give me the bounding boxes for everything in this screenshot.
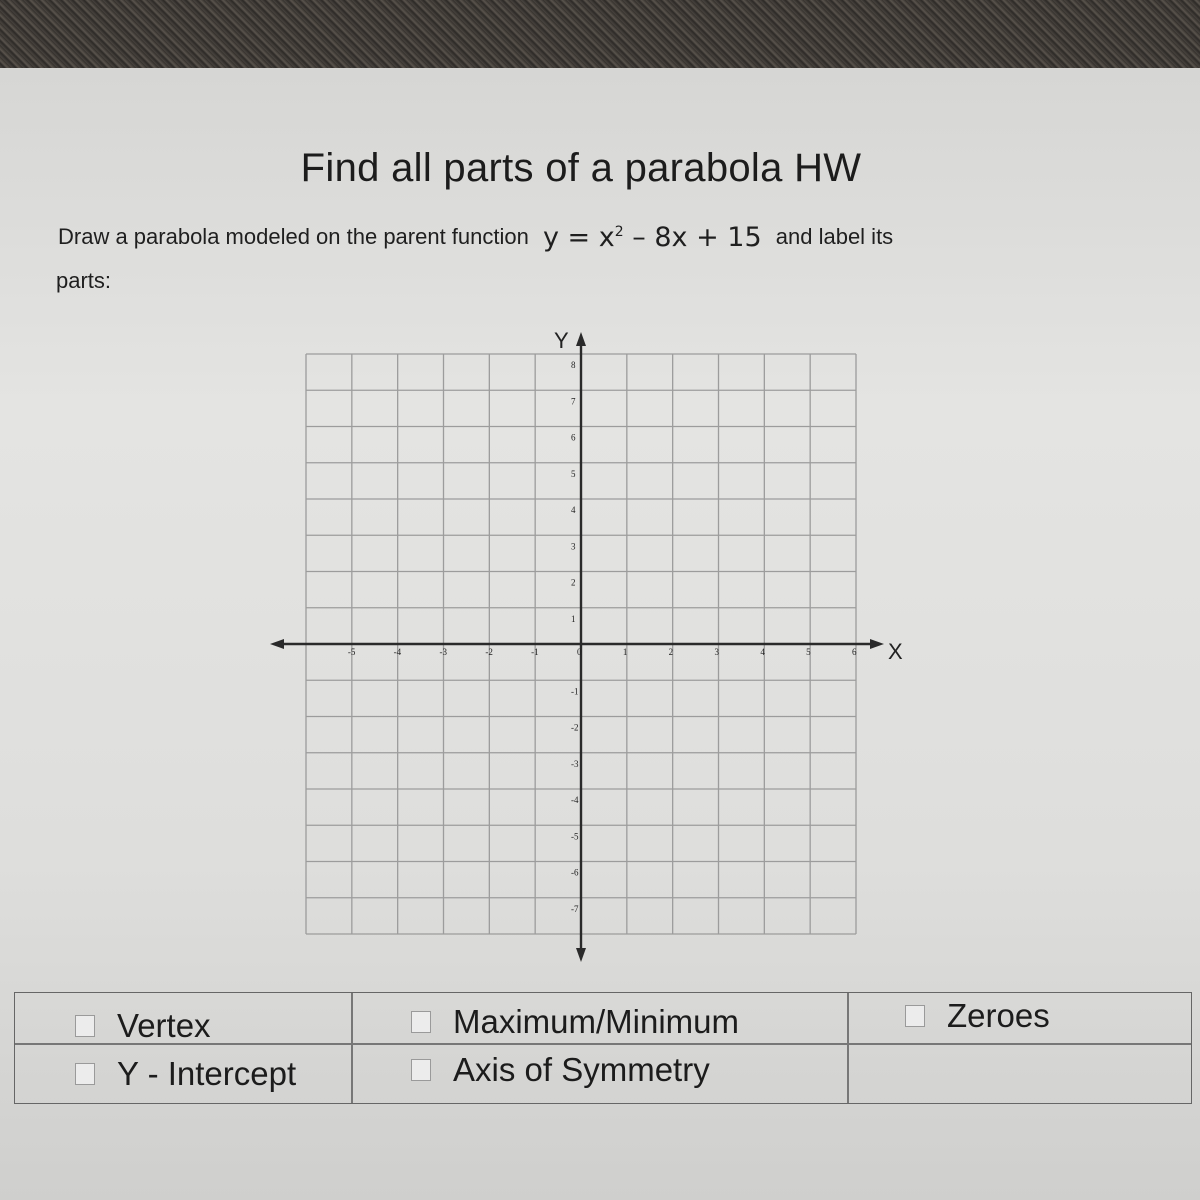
parts-checklist: [14, 992, 1192, 1104]
checklist-label: Maximum/Minimum: [453, 1003, 740, 1040]
y-axis-arrow-up: [576, 332, 586, 346]
checklist-label: Zeroes: [947, 997, 1050, 1034]
y-tick-label: 7: [571, 396, 576, 407]
x-tick-label: 2: [668, 647, 674, 657]
x-tick-label: 4: [760, 647, 765, 657]
checkbox[interactable]: [905, 1005, 925, 1027]
y-tick-label: 6: [571, 432, 576, 443]
x-tick-label: -2: [485, 647, 493, 657]
checklist-item-zeroes[interactable]: [905, 997, 1050, 1035]
y-tick-label: 3: [571, 541, 576, 552]
y-tick-label: -6: [571, 867, 579, 878]
y-axis-label: Y: [554, 328, 569, 353]
x-tick-label: 0: [577, 647, 582, 657]
y-tick-label: -2: [571, 722, 579, 733]
checklist-item-axis-of-symmetry[interactable]: [411, 1051, 710, 1089]
x-tick-label: 1: [622, 647, 628, 657]
checkbox[interactable]: [411, 1059, 431, 1081]
x-tick-label: 3: [714, 647, 719, 657]
checklist-divider-2: [847, 993, 849, 1103]
y-tick-label: -1: [571, 686, 579, 697]
y-axis-arrow-down: [576, 948, 586, 962]
y-tick-label: 5: [571, 468, 576, 479]
y-tick-label: -7: [571, 903, 579, 914]
checkbox[interactable]: [411, 1011, 431, 1033]
instructions-text-after: and label its: [775, 224, 894, 249]
x-axis-arrow-left: [270, 639, 284, 649]
x-axis-label: X: [888, 639, 903, 664]
y-tick-label: -5: [571, 831, 579, 842]
y-tick-label: 4: [571, 505, 576, 515]
instructions-text-before: Draw a parabola modeled on the parent function: [58, 224, 529, 249]
checklist-divider-1: [351, 993, 353, 1103]
checklist-item-vertex[interactable]: [75, 1007, 211, 1045]
checkbox[interactable]: [75, 1063, 95, 1085]
y-tick-label: 8: [571, 360, 576, 370]
checkbox[interactable]: [75, 1015, 95, 1037]
x-tick-label: -1: [531, 647, 539, 657]
equation-rhs: – 8x + 15: [623, 222, 762, 253]
equation-exponent: 2: [614, 224, 624, 240]
worksheet-title: Find all parts of a parabola HW: [300, 146, 862, 190]
y-tick-label: -4: [571, 795, 579, 805]
checklist-item-max-min[interactable]: [411, 1003, 739, 1041]
x-tick-label: -4: [393, 647, 402, 657]
y-tick-label: 1: [571, 613, 576, 624]
equation-lhs: y = x: [543, 222, 615, 253]
x-tick-label: 5: [806, 647, 811, 657]
y-tick-label: -3: [571, 758, 579, 769]
x-axis-arrow-right: [870, 639, 884, 649]
checklist-label: Vertex: [117, 1007, 211, 1044]
y-tick-label: 2: [571, 577, 576, 588]
checklist-label: Axis of Symmetry: [453, 1051, 710, 1088]
tick-labels: [348, 360, 857, 914]
x-tick-label: -5: [347, 647, 356, 657]
x-tick-label: -3: [439, 647, 447, 657]
checklist-label: Y - Intercept: [117, 1055, 297, 1092]
x-tick-label: 6: [852, 647, 857, 657]
checklist-item-y-intercept[interactable]: [75, 1055, 296, 1093]
instructions-line-2: parts:: [56, 268, 112, 293]
